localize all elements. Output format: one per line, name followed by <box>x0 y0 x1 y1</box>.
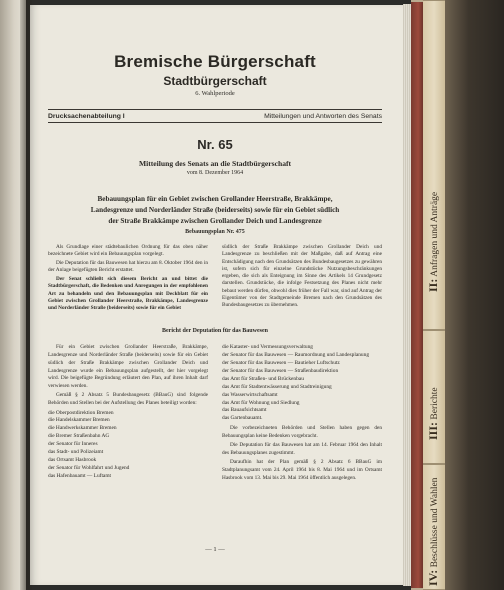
bericht-right-column: die Kataster- und Vermessungsverwaltung der Senator für das Bauwesen — Raumordnung und Landesplanung der Senator für das Bauwesen — Bautieher Luftschutz der Senator für das Bauwesen — Straßenbaudirektion das Amt für Straßen- und Brückenbau das Amt für Stadtentwässerung und Stadtreinigung das Wasserwirtschaftsamt das Amt für Wohnung und Siedlung das Bauaufsichtsamt das Gartenbauamt. Die vorbezeichneten Behörden und Stellen haben gegen den Bebauungsplan keine Bedenken vorgebracht. Die Deputation für das Bauwesen hat am 14. Februar 1964 den Inhalt des Bebauungsplanes zugestimmt. Daraufhin hat der Plan gemäß § 2 Absatz 6 BBauG im Stadtplanungsamt vom 24. April 1964 bis 8. Mai 1964 und im Ortsamt Hasbrook vom 13. Mai bis 29. Mai 1964 öffentlich ausgelegen. <box>222 344 382 482</box>
book-cover-edge <box>445 0 504 590</box>
bericht-title: Bericht der Deputation für das Bauwesen <box>162 328 268 335</box>
bericht-left-column: Für ein Gebiet zwischen Grollander Heerstraße, Brakkämpe, Landesgrenze und Norderländer Straße (beiderseits) sowie für ein Gebiet südlich der Straße Brakkämpe zwischen Grollander Deich und Landesgrenze wurde ein Bebauungsplan aufgestellt, der hier vorgelegt wird. Die beigefügte Begründung erläutert den Plan, auf ihren Inhalt darf verwiesen werden. Gemäß § 2 Absatz 5 Bundesbaugesetz (BBauG) sind folgende Behörden und Stellen bei der Aufstellung des Planes beteiligt worden: die Oberpostdirektion Bremen die Handelskammer Bremen die Handwerkskammer Bremen die Bremer Straßenbahn AG der Senator für Inneres das Stadt- und Polizeiamt das Ortsamt Hasbrook der Senator für Wohlfahrt und Jugend das Hafenbauamt — Luftamt <box>48 344 208 479</box>
section-left: Drucksachenabteilung I <box>48 113 125 120</box>
page-footer: — 1 — <box>205 546 225 553</box>
masthead-subtitle: Stadtbürgerschaft <box>163 74 267 88</box>
agency-list-right: die Kataster- und Vermessungsverwaltung der Senator für das Bauwesen — Raumordnung und Landesplanung der Senator für das Bauwesen — Bautieher Luftschutz der Senator für das Bauwesen — Straßenbaudirektion das Amt für Straßen- und Brückenbau das Amt für Stadtentwässerung und Stadtreinigung das Wasserwirtschaftsamt das Amt für Wohnung und Siedlung das Bauaufsichtsamt das Gartenbauamt. <box>222 344 370 422</box>
masthead-period: 6. Wahlperiode <box>195 90 235 97</box>
tab-label-anfragen: II: Anfragen und Anträge <box>426 191 440 292</box>
plan-heading: Bebauungsplan für ein Gebiet zwischen Grollander Heerstraße, Brakkämpe, Landesgrenze und Norderländer Straße (beiderseits) sowie für ein Gebiet südlich der Straße Brakkämpe zwischen Grollander Deich und Landesgrenze <box>90 195 340 225</box>
document-number: Nr. 65 <box>197 137 233 152</box>
intro-right-column: südlich der Straße Brakkämpe zwischen Grollander Deich und Landesgrenze zu beschließen mit der Maßgabe, daß auf Antrag eine Entschädigung nach den Grundsätzen des Bundesbaugesetzes zu gewähren ist, sofern sich für einzelne Grundstücke Nutzungsbeschränkungen ergeben, die sich als Enteignung im Sinne des Artikels 14 Grundgesetz darstellen. Grundstücke, die infolge Festsetzung des Planes nicht mehr bebaut werden dürfen, obwohl dies früher der Fall war, sind auf Antrag der Eigentümer von der Stadtgemeinde Bremen nach den Grundsätzen des Bundesbaugesetzes zu übernehmen. <box>222 244 382 309</box>
section-right: Mitteilungen und Antworten des Senats <box>264 113 382 120</box>
document-date: vom 8. Dezember 1964 <box>186 170 244 176</box>
agency-list-left: die Oberpostdirektion Bremen die Handelskammer Bremen die Handwerkskammer Bremen die Bremer Straßenbahn AG der Senator für Inneres das Stadt- und Polizeiamt das Ortsamt Hasbrook der Senator für Wohlfahrt und Jugend das Hafenbauamt — Luftamt <box>48 409 130 479</box>
section-bar <box>48 113 382 120</box>
intro-columns <box>48 244 382 314</box>
document-content <box>48 10 382 553</box>
bericht-columns <box>48 344 382 484</box>
section-rule <box>48 122 382 123</box>
tab-label-beschluesse: IV: Beschlüsse und Wahlen <box>426 477 440 586</box>
masthead-title: Bremische Bürgerschaft <box>114 52 316 71</box>
mitteilung-title: Mitteilung des Senats an die Stadtbürgerschaft <box>138 159 292 168</box>
red-divider <box>411 2 423 588</box>
header-rule <box>48 109 382 110</box>
intro-left-column: Als Grundlage einer städtebaulichen Ordnung für das oben näher bezeichnete Gebiet wird ein Bebauungsplan vorgelegt. Die Deputation für das Bauwesen hat hierzu am 8. Oktober 1964 den in der Anlage beigefügten Bericht erstattet. Der Senat schließt sich diesem Bericht an und bittet die Stadtbürgerschaft, die Bedenken und Anregungen in der empfohlenen Art zu behandeln und den Bebauungsplan mit Deckblatt für ein Gebiet zwischen Grollander Heerstraße, Brakkämpe, Landesgrenze und Norderländer Straße (beiderseits) sowie für ein Gebiet <box>48 244 208 312</box>
plan-number: Bebauungsplan Nr. 475 <box>185 229 245 235</box>
tab-label-berichte: III: Berichte <box>426 387 440 440</box>
